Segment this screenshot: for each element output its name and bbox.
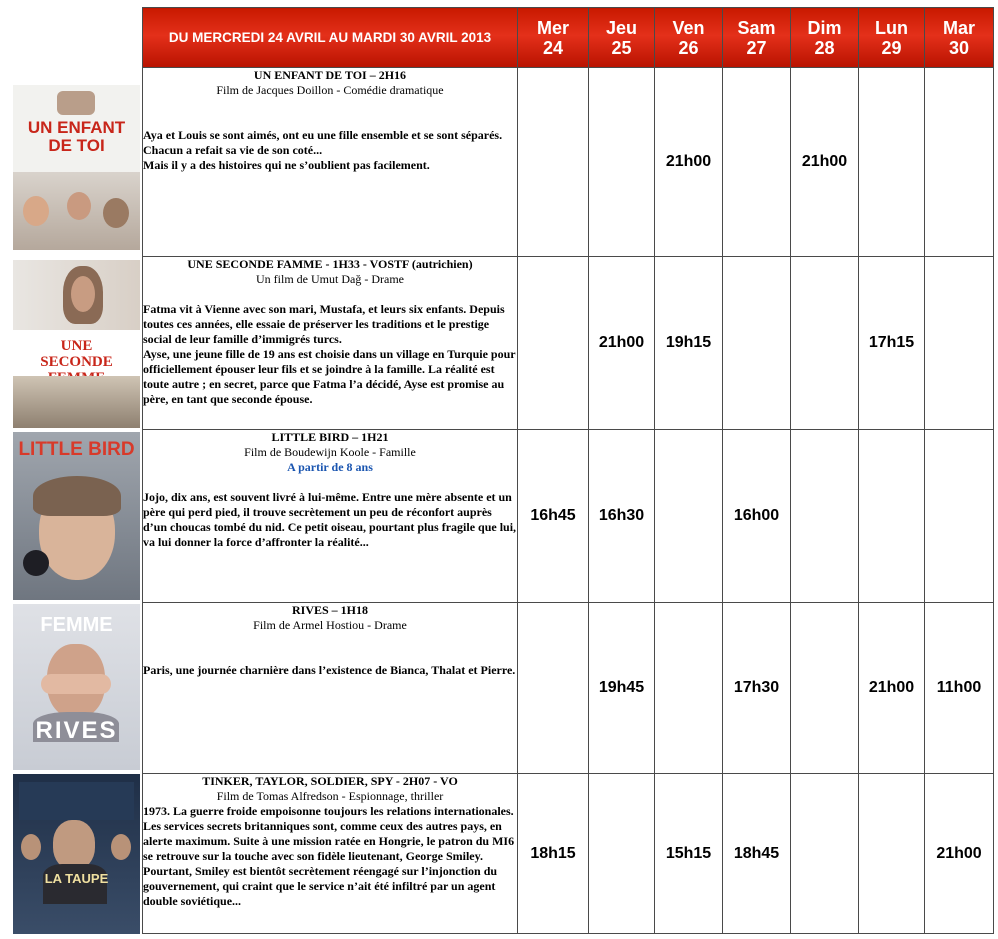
showtime-cell: [859, 430, 925, 603]
poster-title: UN ENFANT DE TOI: [27, 118, 126, 155]
showtime-cell: [859, 68, 925, 257]
showtime-cell: [925, 430, 994, 603]
film-row: [143, 430, 994, 603]
day-name: Lun: [875, 17, 908, 38]
day-number: 24: [542, 37, 564, 58]
film-subtitle: Film de Boudewijn Koole - Famille: [244, 445, 416, 459]
film-row: [143, 603, 994, 774]
day-header-mar: [925, 8, 994, 68]
day-number: 29: [881, 37, 902, 58]
showtime-cell: 17h15: [859, 257, 925, 430]
showtime-cell: 21h00: [859, 603, 925, 774]
showtime-cell: 16h45: [518, 430, 589, 603]
day-number: 30: [948, 37, 970, 58]
poster-title: RIVES: [35, 717, 118, 744]
film-title: RIVES – 1H18: [291, 603, 368, 617]
showtime-cell: 16h00: [723, 430, 791, 603]
showtime-cell: 11h00: [925, 603, 994, 774]
showtime-cell: [655, 430, 723, 603]
showtime-cell: [925, 257, 994, 430]
day-name: Mar: [942, 17, 975, 38]
header-row: [143, 8, 994, 68]
film-synopsis: Paris, une journée charnière dans l’existence de Bianca, Thalat et Pierre.: [143, 663, 516, 677]
day-number: 26: [678, 37, 699, 58]
day-number: 27: [746, 37, 767, 58]
showtime-cell: [589, 68, 655, 257]
showtime-cell: [655, 603, 723, 774]
poster-little-bird: [13, 432, 140, 600]
day-header-mer: [518, 8, 589, 68]
showtime-cell: [791, 430, 859, 603]
showtime-cell: 15h15: [655, 774, 723, 934]
day-header-lun: [859, 8, 925, 68]
poster-title: UNE SECONDE: [40, 338, 113, 370]
showtime-cell: [791, 603, 859, 774]
showtime-cell: [723, 257, 791, 430]
showtime-cell: [518, 603, 589, 774]
showtime-cell: 21h00: [655, 68, 723, 257]
day-header-jeu: [589, 8, 655, 68]
film-subtitle: Film de Jacques Doillon - Comédie dramatique: [216, 83, 444, 97]
film-description: [143, 774, 518, 934]
poster-rives: [13, 604, 140, 770]
film-title: TINKER, TAYLOR, SOLDIER, SPY - 2H07 - VO: [202, 774, 458, 788]
day-number: 28: [814, 37, 835, 58]
film-synopsis: Fatma vit à Vienne avec son mari, Mustafa, et leurs six enfants. Depuis toutes ces années, elle essaie de préserver les traditions et le prestige social de leur famille d’immigrés turcs. Ayse, une jeune fille de 19 ans est choisie dans un village en Turquie pour officiellement épouser leur fils et se joindre à la famille. La réalité est toute autre ; en secret, parce que Fatma l’a décidé, Ayse est promise au père, en tant que seconde épouse.: [143, 302, 516, 406]
film-subtitle: Un film de Umut Dağ - Drame: [256, 272, 404, 286]
showtime-cell: [723, 68, 791, 257]
day-name: Sam: [737, 17, 776, 38]
showtime-cell: 18h45: [723, 774, 791, 934]
film-synopsis: Aya et Louis se sont aimés, ont eu une fille ensemble et se sont séparés. Chacun a refait sa vie de son coté... Mais il y a des histoires qui ne s’oublient pas facilement.: [143, 128, 503, 172]
film-synopsis: Jojo, dix ans, est souvent livré à lui-même. Entre une mère absente et un père qui perd pied, il trouve secrètement un peu de réconfort auprès d’un choucas tombé du nid. Ce petit oiseau, pourtant plus fragile que lui, va lui donner la force d’affronter la réalité...: [143, 490, 517, 549]
film-row: [143, 257, 994, 430]
film-row: [143, 774, 994, 934]
film-subtitle: Film de Tomas Alfredson - Espionnage, thriller: [216, 789, 444, 803]
showtime-cell: [791, 257, 859, 430]
showtime-cell: [791, 774, 859, 934]
week-banner: DU MERCREDI 24 AVRIL AU MARDI 30 AVRIL 2013: [143, 8, 518, 68]
poster-tinker-tailor: [13, 774, 140, 934]
showtime-cell: [589, 774, 655, 934]
day-header-sam: [723, 8, 791, 68]
film-synopsis: 1973. La guerre froide empoisonne toujours les relations internationales. Les services secrets britanniques sont, comme ceux des autres pays, en alerte maximum. Suite à une mission ratée en Hongrie, le patron du MI6 se retrouve sur la touche avec son fidèle lieutenant, George Smiley. Pourtant, Smiley est bientôt secrètement réengagé sur l’injonction du gouvernement, qui craint que le service n’ait été infiltré par un agent double soviétique...: [143, 804, 515, 908]
film-age-rating: A partir de 8 ans: [287, 460, 373, 474]
film-description: [143, 257, 518, 430]
film-row: [143, 68, 994, 257]
showtime-cell: [518, 257, 589, 430]
showtime-cell: 18h15: [518, 774, 589, 934]
poster-title: LA TAUPE: [44, 871, 109, 886]
day-name: Ven: [672, 17, 705, 38]
showtime-cell: 19h15: [655, 257, 723, 430]
film-description: [143, 430, 518, 603]
schedule-table: [142, 7, 994, 934]
showtime-cell: 17h30: [723, 603, 791, 774]
day-name: Mer: [536, 17, 569, 38]
showtime-cell: 21h00: [791, 68, 859, 257]
showtime-cell: [859, 774, 925, 934]
film-title: UN ENFANT DE TOI – 2H16: [253, 68, 407, 82]
film-description: [143, 68, 518, 257]
day-number: 25: [611, 37, 632, 58]
day-header-dim: [791, 8, 859, 68]
day-name: Dim: [807, 17, 842, 38]
poster-un-enfant-de-toi: [13, 85, 140, 250]
showtime-cell: 21h00: [925, 774, 994, 934]
showtime-cell: 16h30: [589, 430, 655, 603]
film-title: UNE SECONDE FAMME - 1H33 - VOSTF (autrichien): [187, 257, 473, 271]
film-description: [143, 603, 518, 774]
showtime-cell: [925, 68, 994, 257]
day-name: Jeu: [605, 17, 638, 38]
day-header-ven: [655, 8, 723, 68]
film-subtitle: Film de Armel Hostiou - Drame: [253, 618, 407, 632]
poster-title: LITTLE BIRD: [18, 439, 135, 460]
poster-title: FEMME: [40, 614, 113, 636]
film-title: LITTLE BIRD – 1H21: [271, 430, 389, 444]
showtime-cell: [518, 68, 589, 257]
poster-une-seconde-femme: [13, 260, 140, 428]
showtime-cell: 21h00: [589, 257, 655, 430]
showtime-cell: 19h45: [589, 603, 655, 774]
